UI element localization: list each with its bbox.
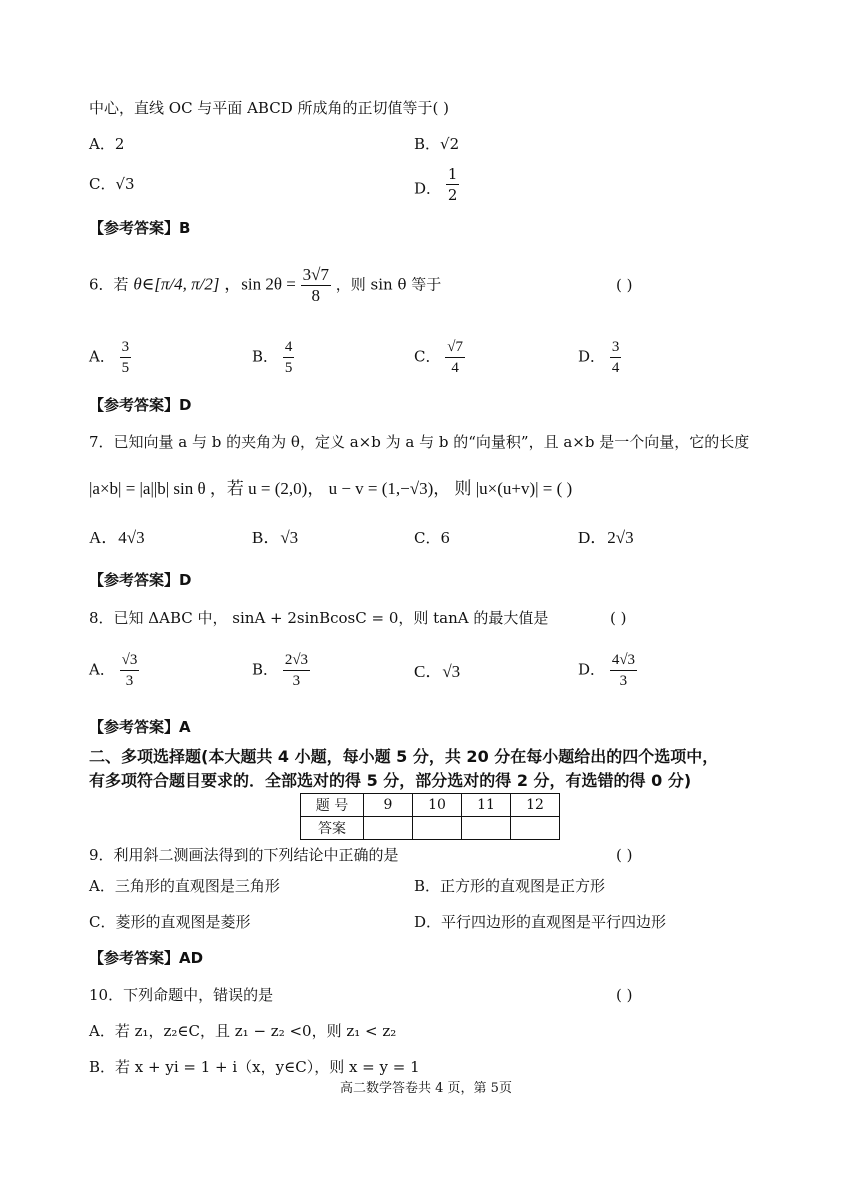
- q9-option-b: B．正方形的直观图是正方形: [414, 877, 606, 895]
- table-cell: 11: [462, 794, 511, 817]
- q6-option-c-num: √7: [445, 337, 465, 358]
- q6-stem-num: 3√7: [302, 265, 329, 284]
- q10-option-b: B．若 x + yi = 1 + i（x，y∈C），则 x = y = 1: [89, 1058, 420, 1076]
- q6-option-b-label: B．: [252, 347, 279, 366]
- q6-option-a-label: A．: [89, 347, 115, 366]
- q6-option-b-num: 4: [283, 337, 295, 358]
- q7-option-d: D．2√3: [578, 528, 634, 547]
- answer-table: [300, 793, 560, 840]
- q9-option-a: A．三角形的直观图是三角形: [89, 877, 280, 895]
- q5-option-a: A．2: [89, 135, 125, 153]
- q8-option-d-fraction: [610, 650, 637, 691]
- q6-option-d: [578, 337, 621, 378]
- table-cell: 9: [364, 794, 413, 817]
- q6-answer: 【参考答案】D: [89, 396, 192, 414]
- q5-option-d-num: 1: [447, 165, 458, 183]
- q8-option-a-den: 3: [125, 673, 134, 689]
- q6-option-b-fraction: [283, 337, 295, 378]
- q6-option-a-num: 3: [120, 337, 132, 358]
- q5-option-d-fraction: [446, 164, 460, 205]
- q6-option-c-label: C．: [414, 347, 441, 366]
- q8-option-a-num: √3: [120, 650, 140, 671]
- q6-option-d-num: 3: [610, 337, 622, 358]
- q6-stem-prefix: 6．若: [89, 275, 129, 294]
- q8-option-d-den: 3: [619, 673, 628, 689]
- q9-option-c: C．菱形的直观图是菱形: [89, 913, 251, 931]
- q6-option-a: [89, 337, 131, 378]
- answer-cell-9[interactable]: [364, 817, 413, 840]
- q6-option-a-den: 5: [121, 360, 130, 376]
- q8-answer: 【参考答案】A: [89, 718, 191, 736]
- q6-stem-suffix: ，则 sin θ 等于: [335, 275, 442, 294]
- q6-option-a-fraction: [120, 337, 132, 378]
- q6-paren: ( ): [616, 276, 633, 294]
- q6-option-b: [252, 337, 294, 378]
- answer-cell-10[interactable]: [413, 817, 462, 840]
- q5-option-c: C．√3: [89, 175, 135, 193]
- q6-option-d-den: 4: [611, 360, 620, 376]
- q8-option-b-den: 3: [292, 673, 301, 689]
- q9-stem: 9．利用斜二测画法得到的下列结论中正确的是: [89, 846, 399, 864]
- q8-option-c: C．√3: [414, 662, 461, 681]
- q7-option-b: B．√3: [252, 528, 299, 547]
- q7-option-a: A．4√3: [89, 528, 145, 547]
- q5-option-b: B．√2: [414, 135, 460, 153]
- q5-option-d-den: 2: [447, 186, 458, 204]
- q9-option-d: D．平行四边形的直观图是平行四边形: [414, 913, 667, 931]
- q8-option-d: [578, 650, 637, 691]
- q5-stem: 中心，直线 OC 与平面 ABCD 所成角的正切值等于( ): [89, 99, 449, 117]
- q7-answer: 【参考答案】D: [89, 571, 192, 589]
- section2-heading-line1: 二、多项选择题(本大题共 4 小题，每小题 5 分，共 20 分在每小题给出的四个选项中，: [89, 747, 719, 766]
- page-footer: 高二数学答卷共 4 页，第 5页: [340, 1081, 512, 1096]
- q8-stem: 8．已知 ΔABC 中， sinA + 2sinBcosC = 0，则 tanA 的最大值是: [89, 609, 549, 627]
- q9-paren: ( ): [616, 846, 633, 864]
- q6-option-c-fraction: [445, 337, 465, 378]
- q8-option-d-num: 4√3: [610, 650, 637, 671]
- q8-paren: ( ): [610, 609, 627, 627]
- table-cell: 答案: [301, 817, 364, 840]
- q8-option-b-label: B．: [252, 660, 279, 679]
- q10-stem: 10．下列命题中，错误的是: [89, 986, 274, 1004]
- q8-option-d-label: D．: [578, 660, 606, 679]
- section2-heading-line2: 有多项符合题目要求的．全部选对的得 5 分，部分选对的得 2 分，有选错的得 0 分): [89, 771, 692, 790]
- q5-answer: 【参考答案】B: [89, 219, 191, 237]
- q6-option-d-fraction: [610, 337, 622, 378]
- table-cell: 12: [511, 794, 560, 817]
- q6-option-c: [414, 337, 465, 378]
- q8-option-a-label: A．: [89, 660, 115, 679]
- q6-stem-theta: θ∈[π/4, π/2]: [133, 274, 220, 294]
- q7-line1: 7．已知向量 a 与 b 的夹角为 θ，定义 a×b 为 a 与 b 的“向量积”，且 a×b 是一个向量，它的长度: [89, 433, 750, 451]
- q5-option-d-label: D．: [414, 179, 442, 198]
- q8-option-b: [252, 650, 310, 691]
- table-cell: 题 号: [301, 794, 364, 817]
- q10-paren: ( ): [616, 986, 633, 1004]
- q5-option-d: [414, 165, 459, 205]
- q7-line2: |a×b| = |a||b| sin θ ，若 u = (2,0)， u − v = (1,−√3)， 则 |u×(u+v)| = ( ): [89, 479, 573, 498]
- q9-answer: 【参考答案】AD: [89, 949, 204, 967]
- answer-cell-11[interactable]: [462, 817, 511, 840]
- answer-table-answer-row: [301, 817, 560, 840]
- q8-option-b-fraction: [283, 650, 310, 691]
- answer-cell-12[interactable]: [511, 817, 560, 840]
- q6-stem: [89, 265, 441, 306]
- q8-option-a-fraction: [120, 650, 140, 691]
- q6-option-d-label: D．: [578, 347, 606, 366]
- q6-option-b-den: 5: [284, 360, 293, 376]
- q10-option-a: A．若 z₁，z₂∈C，且 z₁ − z₂ <0，则 z₁ < z₂: [89, 1022, 397, 1040]
- q6-stem-mid: ，sin 2θ =: [224, 274, 296, 294]
- q6-stem-fraction: [301, 265, 331, 306]
- q8-option-a: [89, 650, 139, 691]
- q7-option-c: C．6: [414, 529, 451, 547]
- q6-option-c-den: 4: [451, 360, 459, 376]
- table-cell: 10: [413, 794, 462, 817]
- answer-table-header-row: [301, 794, 560, 817]
- q6-stem-den: 8: [311, 286, 321, 305]
- q8-option-b-num: 2√3: [283, 650, 310, 671]
